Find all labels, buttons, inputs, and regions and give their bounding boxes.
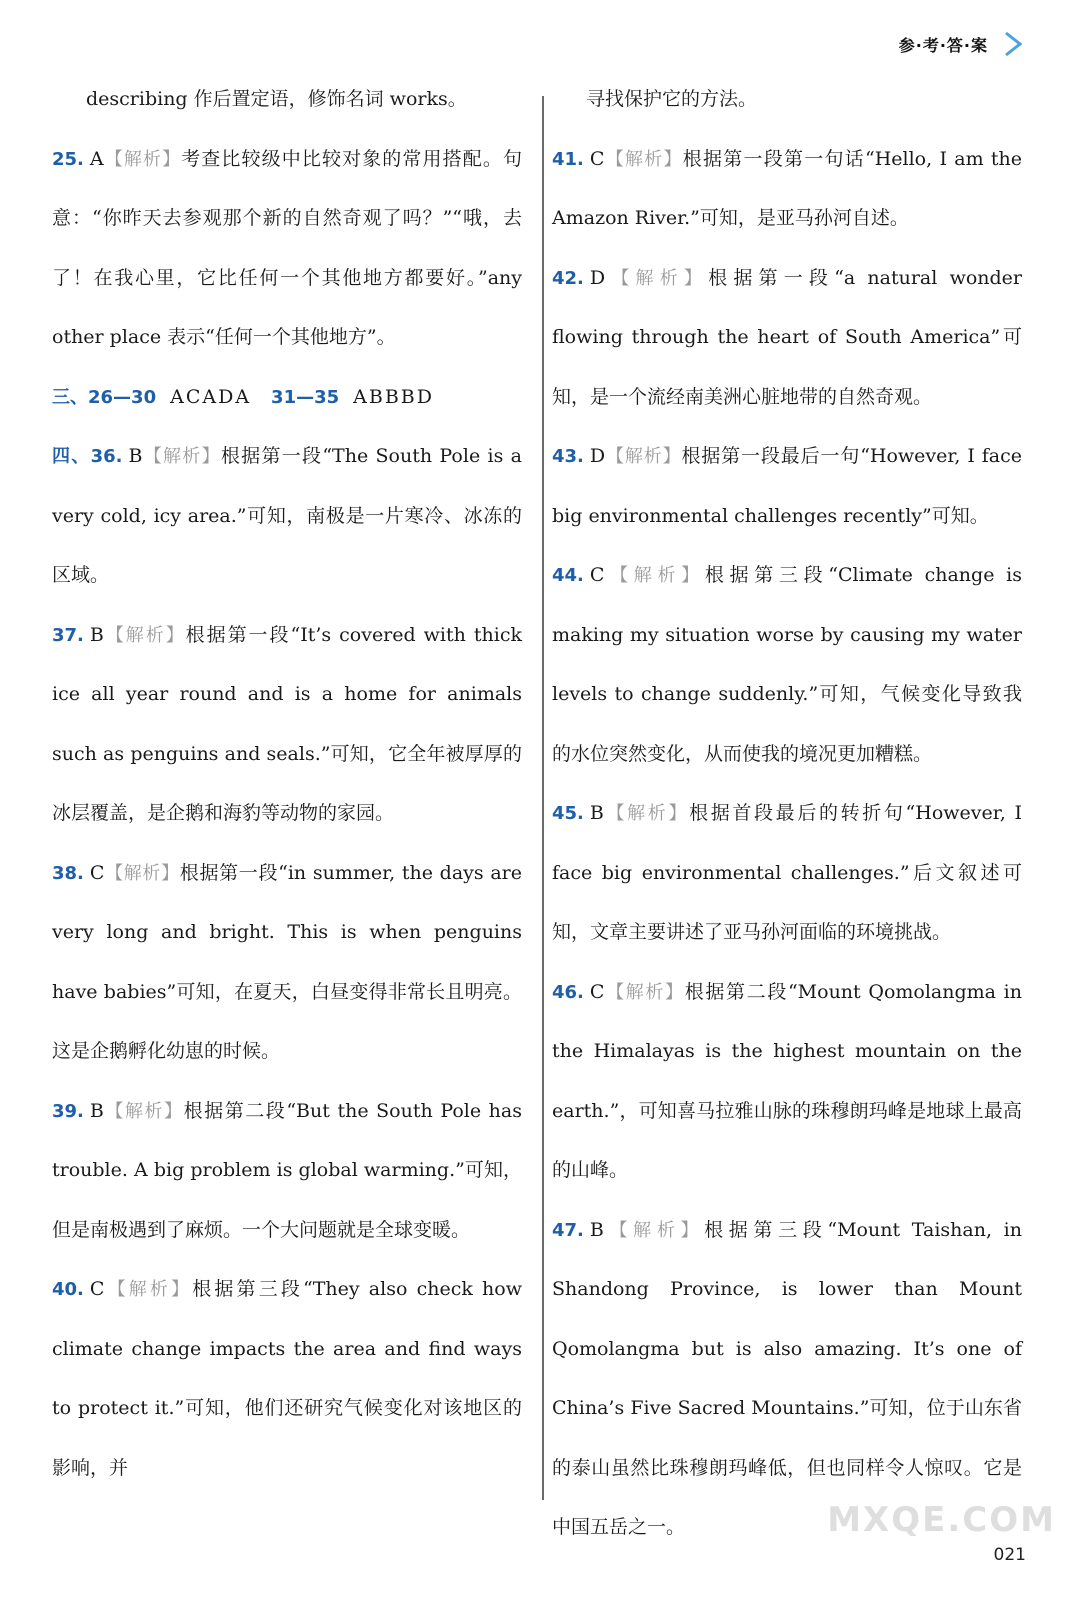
answer-string: ABBBD: [353, 385, 434, 408]
item-answer: B: [89, 1099, 104, 1122]
item-number: 46.: [552, 981, 584, 1003]
analysis-label: 【解析】: [142, 446, 221, 467]
analysis-label: 【解析】: [605, 267, 709, 289]
answer-item-46: [552, 963, 1022, 1201]
answer-item-37: [52, 606, 522, 844]
item-answer: C: [89, 1278, 105, 1300]
item-text: 根据第一段“a natural wonder flowing through the heart of South America”可知，是一个流经南美洲心脏地带的自然奇观。: [552, 266, 1022, 408]
column-divider: [542, 96, 544, 1500]
item-answer: D: [589, 445, 606, 467]
item-text: 根据第一段“It’s covered with thick ice all year round and is a home for animals such as penguins and seals.”可知，它全年被厚厚的冰层覆盖，是企鹅和海豹等动物的家园。: [52, 623, 522, 824]
chevron-right-icon: [998, 30, 1026, 58]
item-text: 根据第一段“in summer, the days are very long and bright. This is when penguins have babies”可知，在夏天，白昼变得非常长且明亮。这是企鹅孵化幼崽的时候。: [52, 861, 523, 1062]
item-number: 47.: [552, 1219, 584, 1241]
header-title: 参·考·答·案: [898, 35, 988, 55]
item-answer: C: [89, 861, 105, 884]
item-answer: C: [589, 564, 605, 586]
answer-item-45: [552, 784, 1022, 963]
item-answer: C: [589, 980, 605, 1003]
answer-item-42: [552, 249, 1022, 428]
item-text: 根据第一段“The South Pole is a very cold, icy area.”可知，南极是一片寒冷、冰冻的区域。: [52, 445, 523, 586]
watermark-logo: MXQE.COM: [827, 1500, 1056, 1540]
item-number: 25.: [52, 148, 84, 170]
answer-item-38: [52, 844, 522, 1082]
range-label: 31—35: [271, 386, 340, 408]
answer-item-25: [52, 130, 522, 368]
item-text: 根据第三段“They also check how climate change impacts the area and find ways to protect it.”可知，他们还研究气候变化对该地区的影响，并: [52, 1278, 522, 1479]
item-answer: B: [589, 802, 604, 824]
item-answer: B: [89, 623, 104, 646]
continuation-text: describing 作后置定语，修饰名词 works。: [86, 88, 467, 110]
item-text: 根据第三段“Mount Taishan, in Shandong Province, is lower than Mount Qomolangma but is also amazing. It’s one of China’s Five Sacred Mountains.”可知，位于山东省的泰山虽然比珠穆朗玛峰低，但也同样令人惊叹。它是中国五岳之一。: [552, 1218, 1022, 1538]
item-answer: C: [589, 147, 605, 170]
item-number: 37.: [52, 624, 84, 646]
analysis-label: 【解析】: [103, 624, 186, 646]
item-number: 38.: [52, 862, 84, 884]
item-number: 43.: [552, 446, 584, 467]
item-answer: D: [589, 266, 606, 289]
analysis-label: 【解析】: [103, 148, 182, 170]
section-3-answers: [52, 368, 522, 428]
item-text: 根据第一段第一句话“Hello, I am the Amazon River.”可知，是亚马孙河自述。: [552, 147, 1023, 229]
analysis-label: 【解析】: [104, 862, 180, 884]
answer-item-39: [52, 1082, 522, 1261]
item-answer: B: [128, 445, 143, 467]
answer-item-44: [552, 546, 1022, 784]
page-header: [899, 30, 1026, 58]
page-number: 021: [993, 1545, 1026, 1565]
item-text: 根据第二段“But the South Pole has trouble. A big problem is global warming.”可知，但是南极遇到了麻烦。一个大问题就是全球变暖。: [52, 1099, 522, 1241]
left-column: [52, 70, 522, 1498]
continuation-text: 寻找保护它的方法。: [586, 88, 758, 110]
range-label: 26—30: [88, 386, 157, 408]
analysis-label: 【解析】: [605, 446, 682, 467]
answer-item-43: [552, 427, 1022, 546]
analysis-label: 【解析】: [604, 565, 705, 586]
analysis-label: 【解析】: [103, 1100, 184, 1122]
item-number: 39.: [52, 1100, 84, 1122]
answer-item-36: [52, 427, 522, 606]
item-number: 40.: [52, 1279, 84, 1300]
item-number: 42.: [552, 267, 584, 289]
item-text: 根据第二段“Mount Qomolangma in the Himalayas is the highest mountain on the earth.”，可知喜马拉雅山脉的珠穆朗玛峰是地球上最高的山峰。: [552, 980, 1022, 1181]
item-text: 根据首段最后的转折句“However, I face big environmental challenges.”后文叙述可知，文章主要讲述了亚马孙河面临的环境挑战。: [552, 802, 1022, 943]
analysis-label: 【解析】: [603, 803, 690, 824]
answer-item-41: [552, 130, 1022, 249]
section-label: 四、: [52, 446, 91, 467]
analysis-label: 【解析】: [604, 148, 683, 170]
right-column: [552, 70, 1022, 1558]
item-text: 根据第一段最后一句“However, I face big environmental challenges recently”可知。: [552, 445, 1022, 527]
item-text: 根据第三段“Climate change is making my situation worse by causing my water levels to change suddenly.”可知，气候变化导致我的水位突然变化，从而使我的境况更加糟糕。: [552, 564, 1022, 765]
answer-item-40: [52, 1260, 522, 1498]
section-label: 三、: [52, 386, 88, 408]
item-answer: B: [589, 1218, 604, 1241]
answer-string: ACADA: [170, 385, 252, 408]
analysis-label: 【解析】: [604, 981, 685, 1003]
analysis-label: 【解析】: [603, 1219, 705, 1241]
item-number: 41.: [552, 148, 584, 170]
item-number: 36.: [90, 446, 123, 467]
item-answer: A: [89, 147, 104, 170]
item-number: 45.: [552, 803, 584, 824]
analysis-label: 【解析】: [104, 1279, 193, 1300]
item-number: 44.: [552, 565, 584, 586]
item-text: 考查比较级中比较对象的常用搭配。句意：“你昨天去参观那个新的自然奇观了吗？”“哦，去了！在我心里，它比任何一个其他地方都要好。”any other place 表示“任何一个其他地方”。: [52, 147, 522, 348]
